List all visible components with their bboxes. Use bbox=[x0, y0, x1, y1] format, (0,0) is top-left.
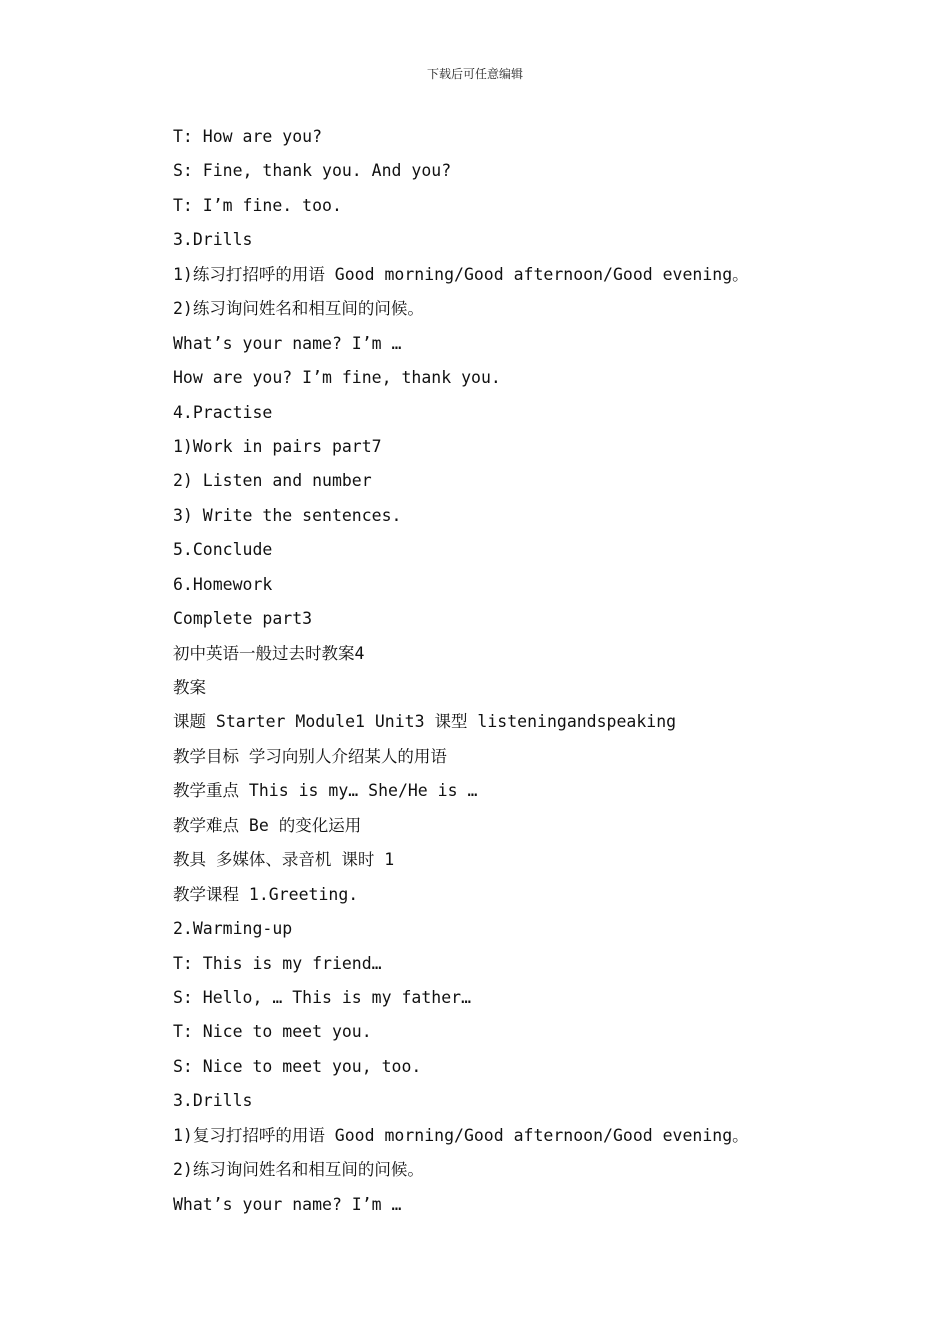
section-heading: 6.Homework bbox=[173, 574, 273, 594]
lesson-materials: 教具 多媒体、录音机 课时 1 bbox=[173, 850, 395, 870]
text-line: 2) Listen and number bbox=[173, 471, 372, 491]
document-title: 初中英语一般过去时教案4 bbox=[173, 643, 365, 663]
text-line: T: This is my friend… bbox=[173, 953, 382, 973]
text-line: What’s your name? I’m … bbox=[173, 1194, 402, 1214]
document-body bbox=[173, 120, 873, 1222]
text-line: How are you? I’m fine, thank you. bbox=[173, 368, 501, 388]
text-line: S: Fine, thank you. And you? bbox=[173, 161, 452, 181]
text-line: 1)Work in pairs part7 bbox=[173, 436, 382, 456]
lesson-process: 教学课程 1.Greeting. bbox=[173, 884, 359, 904]
section-heading: 3.Drills bbox=[173, 1091, 253, 1111]
text-line: 2)练习询问姓名和相互间的问候。 bbox=[173, 299, 424, 319]
lesson-topic: 课题 Starter Module1 Unit3 课型 listeningandspeaking bbox=[173, 712, 677, 732]
text-line: T: Nice to meet you. bbox=[173, 1022, 372, 1042]
lesson-goal: 教学目标 学习向别人介绍某人的用语 bbox=[173, 746, 447, 766]
section-heading: 3.Drills bbox=[173, 230, 253, 250]
text-line: S: Nice to meet you, too. bbox=[173, 1056, 422, 1076]
text-line: 3) Write the sentences. bbox=[173, 505, 402, 525]
text-line: T: I’m fine. too. bbox=[173, 195, 342, 215]
section-heading: 4.Practise bbox=[173, 402, 273, 422]
section-heading: 2.Warming-up bbox=[173, 919, 293, 939]
text-line: Complete part3 bbox=[173, 609, 313, 629]
text-line: 1)练习打招呼的用语 Good morning/Good afternoon/Good evening。 bbox=[173, 264, 749, 284]
text-line: 1)复习打招呼的用语 Good morning/Good afternoon/Good evening。 bbox=[173, 1125, 749, 1145]
lesson-difficulty: 教学难点 Be 的变化运用 bbox=[173, 815, 362, 835]
page-header: 下载后可任意编辑 bbox=[426, 67, 523, 81]
lesson-focus: 教学重点 This is my… She/He is … bbox=[173, 781, 478, 801]
text-line: What’s your name? I’m … bbox=[173, 333, 402, 353]
text-line: 教案 bbox=[173, 678, 206, 697]
section-heading: 5.Conclude bbox=[173, 540, 273, 560]
text-line: 2)练习询问姓名和相互间的问候。 bbox=[173, 1160, 424, 1180]
text-line: T: How are you? bbox=[173, 127, 323, 146]
text-line: S: Hello, … This is my father… bbox=[173, 987, 472, 1007]
